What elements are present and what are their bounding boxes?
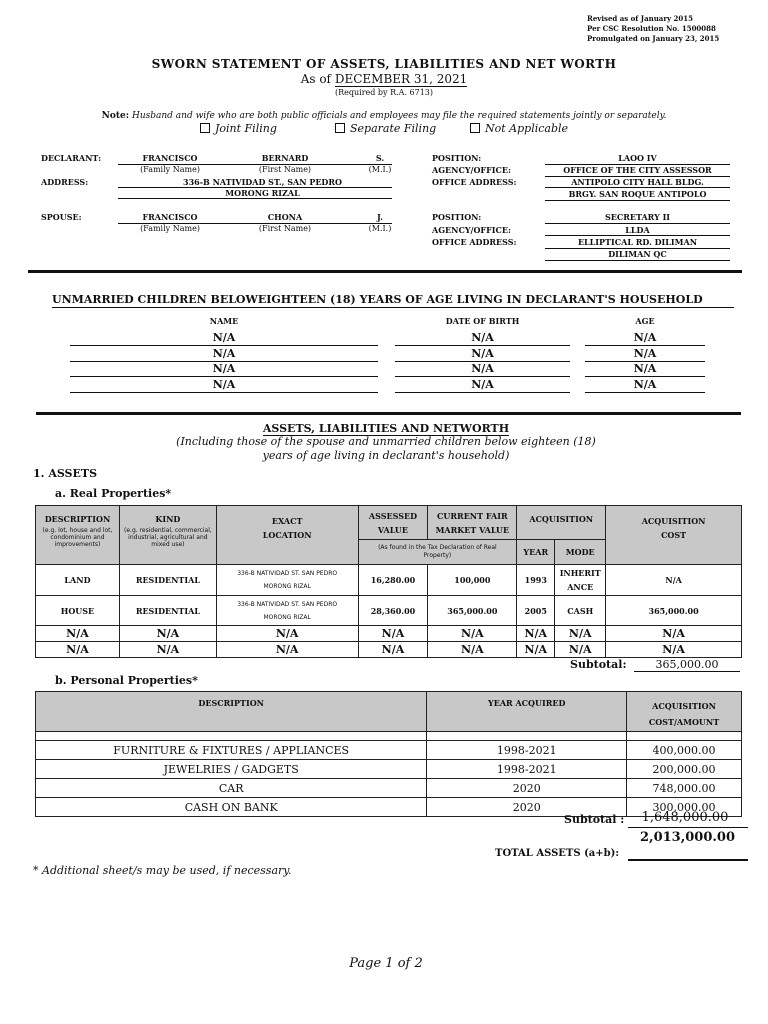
col-location xyxy=(216,506,358,565)
required-note: (Required by R.A. 6713) xyxy=(334,88,434,97)
child-age: N/A xyxy=(633,362,657,375)
footnote: * Additional sheet/s may be used, if necessary. xyxy=(33,864,292,877)
children-heading: UNMARRIED CHILDREN BELOWEIGHTEEN (18) YEARS OF AGE LIVING IN DECLARANT'S HOUSEHOLD xyxy=(52,293,703,306)
filing-joint[interactable] xyxy=(200,122,277,135)
item-description: CAR xyxy=(36,779,427,798)
col-year: YEAR xyxy=(517,540,555,565)
item-year: 1998-2021 xyxy=(427,760,627,779)
position-label: POSITION: xyxy=(432,212,482,222)
assessed-value: N/A xyxy=(381,643,405,656)
item-description: FURNITURE & FIXTURES / APPLIANCES xyxy=(36,741,427,760)
note xyxy=(0,111,768,121)
declarant-position: LAOO IV xyxy=(618,153,657,163)
col-assessed-value xyxy=(358,506,428,540)
child-age: N/A xyxy=(633,331,657,344)
item-cost: 748,000.00 xyxy=(627,779,742,798)
acquisition-year: N/A xyxy=(524,643,548,656)
market-value: 100,000 xyxy=(454,575,491,585)
child-name: N/A xyxy=(212,377,236,391)
spouse-agency: LLDA xyxy=(625,225,650,235)
property-description: HOUSE xyxy=(60,605,95,616)
office-address-label: OFFICE ADDRESS: xyxy=(432,177,517,187)
property-kind: N/A xyxy=(156,643,180,656)
header-text: LOCATION xyxy=(262,530,312,540)
property-location: MORONG RIZAL xyxy=(263,613,311,621)
as-of xyxy=(0,72,768,86)
item-description: JEWELRIES / GADGETS xyxy=(36,760,427,779)
filing-separate[interactable] xyxy=(335,122,436,135)
acquisition-cost: N/A xyxy=(665,575,682,585)
children-col-age: AGE xyxy=(635,316,655,326)
spouse-family: FRANCISCO xyxy=(142,212,198,222)
acquisition-mode: INHERIT xyxy=(559,568,601,578)
office-address-label: OFFICE ADDRESS: xyxy=(432,237,517,247)
page-number: Page 1 of 2 xyxy=(349,956,423,971)
first-caption: (First Name) xyxy=(258,224,312,233)
assets-label: 1. ASSETS xyxy=(33,467,98,480)
acquisition-cost: 365,000.00 xyxy=(648,605,699,616)
spouse-office-1: ELLIPTICAL RD. DILIMAN xyxy=(577,237,698,247)
mi-caption: (M.I.) xyxy=(368,165,392,174)
table-row xyxy=(36,779,742,798)
property-description: N/A xyxy=(66,627,89,640)
filing-na-label: Not Applicable xyxy=(485,122,569,135)
col-market-value xyxy=(428,506,517,540)
declarant-first: BERNARD xyxy=(261,153,309,163)
property-location: N/A xyxy=(275,643,299,656)
child-age: N/A xyxy=(633,377,657,391)
filing-separate-label: Separate Filing xyxy=(350,122,437,135)
assessed-value: 16,280.00 xyxy=(370,575,416,585)
table-row xyxy=(36,642,742,658)
property-description: N/A xyxy=(66,643,89,656)
real-subtotal-label: Subtotal: xyxy=(570,658,627,671)
property-description: LAND xyxy=(64,575,91,585)
spouse-label: SPOUSE: xyxy=(41,212,82,222)
revision-line: Promulgated on January 23, 2015 xyxy=(587,34,720,43)
filing-not-applicable[interactable] xyxy=(470,122,568,135)
alnw-heading xyxy=(0,422,768,435)
declarant-family: FRANCISCO xyxy=(142,153,198,163)
item-description: CASH ON BANK xyxy=(36,798,427,817)
market-value: N/A xyxy=(461,627,484,640)
total-assets-label: TOTAL ASSETS (a+b): xyxy=(495,848,620,859)
acquisition-cost: N/A xyxy=(662,643,685,656)
checkbox-icon[interactable] xyxy=(200,123,210,133)
property-location: 336-B NATIVIDAD ST. SAN PEDRO xyxy=(237,570,338,577)
revision-line: Revised as of January 2015 xyxy=(587,14,693,23)
spouse-first: CHONA xyxy=(267,212,303,222)
item-cost: 400,000.00 xyxy=(627,741,742,760)
col-acquisition: ACQUISITION xyxy=(517,506,606,540)
col-cost xyxy=(627,692,742,732)
child-dob: N/A xyxy=(471,331,494,344)
assessed-value: N/A xyxy=(381,627,405,640)
header-subtext: (e.g. residential, commercial, industrial, agricultural and mixed use) xyxy=(124,527,212,548)
acquisition-year: N/A xyxy=(524,627,548,640)
spouse-office-2: DILIMAN QC xyxy=(608,249,667,259)
col-cost xyxy=(606,506,742,565)
declarant-mi: S. xyxy=(375,153,385,163)
header-text: EXACT xyxy=(271,516,303,526)
col-mode: MODE xyxy=(555,540,606,565)
children-col-name: NAME xyxy=(209,316,239,326)
revision-block xyxy=(587,14,719,44)
header-text: COST xyxy=(661,530,687,540)
child-name: N/A xyxy=(212,362,236,375)
property-kind: RESIDENTIAL xyxy=(135,575,200,585)
checkbox-icon[interactable] xyxy=(335,123,345,133)
alnw-sub-1: (Including those of the spouse and unmarried children below eighteen (18) xyxy=(176,435,596,448)
personal-subtotal-label: Subtotal : xyxy=(564,813,625,826)
child-name: N/A xyxy=(212,346,236,360)
col-description xyxy=(36,506,120,565)
declarant-agency: OFFICE OF THE CITY ASSESSOR xyxy=(563,165,712,175)
col-kind xyxy=(119,506,216,565)
acquisition-year: 2005 xyxy=(524,605,547,616)
section-divider xyxy=(28,270,742,273)
acquisition-mode: ANCE xyxy=(567,582,594,592)
personal-properties-label: b. Personal Properties* xyxy=(55,674,198,687)
note-text: Husband and wife who are both public officials and employees may file the required statements jointly or separately. xyxy=(131,111,667,121)
table-row xyxy=(36,741,742,760)
property-location: N/A xyxy=(275,627,299,640)
header-text: DESCRIPTION xyxy=(44,514,111,524)
family-caption: (Family Name) xyxy=(140,165,200,174)
declarant-label: DECLARANT: xyxy=(41,153,102,163)
agency-label: AGENCY/OFFICE: xyxy=(432,225,511,235)
acquisition-mode: N/A xyxy=(568,627,592,640)
header-text: MARKET VALUE xyxy=(435,524,510,535)
as-of-date: DECEMBER 31, 2021 xyxy=(334,72,468,86)
real-properties-table xyxy=(35,505,742,658)
position-label: POSITION: xyxy=(432,153,482,163)
checkbox-icon[interactable] xyxy=(470,123,480,133)
acquisition-cost: N/A xyxy=(662,627,685,640)
real-properties-label: a. Real Properties* xyxy=(55,487,172,500)
header-text: KIND xyxy=(155,514,181,524)
alnw-heading-text: ASSETS, LIABILITIES AND NETWORTH xyxy=(262,422,510,435)
acquisition-mode: N/A xyxy=(568,643,592,656)
children-col-dob: DATE OF BIRTH xyxy=(445,316,520,326)
market-value: 365,000.00 xyxy=(447,605,498,616)
child-dob: N/A xyxy=(471,362,494,375)
header-text: CURRENT FAIR xyxy=(437,510,508,521)
real-subtotal: 365,000.00 xyxy=(634,658,740,672)
tax-declaration-note: (As found in the Tax Declaration of Real Property) xyxy=(358,540,517,565)
spouse-position: SECRETARY II xyxy=(604,212,671,222)
revision-line: Per CSC Resolution No. 1500088 xyxy=(587,24,716,33)
table-row xyxy=(36,760,742,779)
table-row xyxy=(36,596,742,626)
address-line-1: 336-B NATIVIDAD ST., SAN PEDRO xyxy=(183,177,342,187)
col-description: DESCRIPTION xyxy=(36,692,427,732)
property-location: 336-B NATIVIDAD ST. SAN PEDRO xyxy=(237,600,338,608)
filing-joint-label: Joint Filing xyxy=(215,122,277,135)
item-cost: 300,000.00 xyxy=(627,798,742,817)
first-caption: (First Name) xyxy=(258,165,312,174)
as-of-label: As of xyxy=(300,72,331,86)
family-caption: (Family Name) xyxy=(140,224,200,233)
note-label: Note: xyxy=(101,111,130,121)
spouse-mi: J. xyxy=(377,212,383,222)
alnw-sub-2: years of age living in declarant's household) xyxy=(262,449,510,462)
address-label: ADDRESS: xyxy=(41,177,89,187)
property-location: MORONG RIZAL xyxy=(263,583,311,590)
table-row xyxy=(36,565,742,596)
section-divider xyxy=(36,412,741,415)
child-name: N/A xyxy=(212,331,236,344)
child-dob: N/A xyxy=(471,346,494,360)
assessed-value: 28,360.00 xyxy=(370,605,416,616)
acquisition-year: 1993 xyxy=(524,575,547,585)
item-cost: 200,000.00 xyxy=(627,760,742,779)
child-dob: N/A xyxy=(471,377,494,391)
personal-properties-table xyxy=(35,691,742,817)
acquisition-mode: CASH xyxy=(567,605,594,616)
item-year: 2020 xyxy=(427,798,627,817)
col-year-acquired: YEAR ACQUIRED xyxy=(427,692,627,732)
header-text: VALUE xyxy=(377,524,408,535)
item-year: 1998-2021 xyxy=(427,741,627,760)
agency-label: AGENCY/OFFICE: xyxy=(432,165,511,175)
address-line-2: MORONG RIZAL xyxy=(225,188,300,198)
header-text: ASSESSED xyxy=(368,510,418,521)
header-subtext: (e.g. lot, house and lot, condominium and improvements) xyxy=(42,527,113,548)
header-text: COST/AMOUNT xyxy=(648,717,720,727)
header-text: ACQUISITION xyxy=(652,701,716,711)
item-year: 2020 xyxy=(427,779,627,798)
total-assets: 2,013,000.00 xyxy=(640,830,735,845)
mi-caption: (M.I.) xyxy=(368,224,392,233)
table-row xyxy=(36,626,742,642)
page-title: SWORN STATEMENT OF ASSETS, LIABILITIES AND NET WORTH xyxy=(151,57,617,71)
property-kind: N/A xyxy=(156,627,180,640)
header-text: ACQUISITION xyxy=(641,516,706,526)
child-age: N/A xyxy=(633,346,657,360)
declarant-office-2: BRGY. SAN ROQUE ANTIPOLO xyxy=(568,189,707,199)
market-value: N/A xyxy=(461,643,484,656)
declarant-office-1: ANTIPOLO CITY HALL BLDG. xyxy=(571,177,704,187)
personal-subtotal: 1,648,000.00 xyxy=(641,810,729,825)
property-kind: RESIDENTIAL xyxy=(135,605,200,616)
